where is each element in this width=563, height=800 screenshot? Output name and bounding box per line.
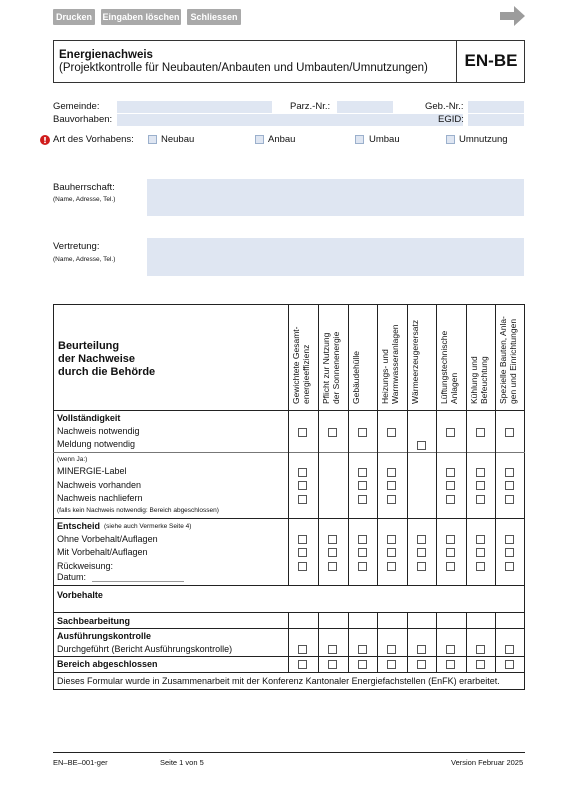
close-button[interactable]: Schliessen: [187, 9, 241, 25]
nachweis-notwendig-label: Nachweis notwendig: [57, 426, 140, 436]
nachweis-vorhanden-checkbox-lueftung[interactable]: [446, 481, 455, 490]
rueckweisung-checkbox-sonnenenergie[interactable]: [328, 562, 337, 571]
table-heading: Beurteilung der Nachweise durch die Behörde: [58, 340, 156, 378]
mit-vorbehalt-checkbox-spezielle-bauten[interactable]: [505, 548, 514, 557]
nachweis-nachliefern-label: Nachweis nachliefern: [57, 493, 143, 503]
durchgefuehrt-checkbox-lueftung[interactable]: [446, 645, 455, 654]
umbau-checkbox[interactable]: [355, 135, 364, 144]
parz-label: Parz.-Nr.:: [290, 101, 331, 112]
bauherrschaft-label: Bauherrschaft:: [53, 182, 115, 193]
wenn-ja-note: (wenn Ja:): [57, 456, 88, 463]
mit-vorbehalt-checkbox-sonnenenergie[interactable]: [328, 548, 337, 557]
geb-input[interactable]: [468, 101, 524, 113]
durchgefuehrt-checkbox-spezielle-bauten[interactable]: [505, 645, 514, 654]
durchgefuehrt-checkbox-waermeerzeugerersatz[interactable]: [417, 645, 426, 654]
enfk-note: Dieses Formular wurde in Zusammenarbeit mit der Konferenz Kantonaler Energiefachstellen (EnFK) erarbeitet.: [57, 676, 500, 686]
nachweis-vorhanden-checkbox-heizung-warmwasser[interactable]: [387, 481, 396, 490]
durchgefuehrt-label: Durchgeführt (Bericht Ausführungskontrolle): [57, 644, 233, 654]
column-header-waermeerzeugerersatz: Wärmeerzeugerersatz: [410, 319, 420, 404]
mit-vorbehalt-label: Mit Vorbehalt/Auflagen: [57, 547, 148, 557]
nachweis-vorhanden-checkbox-kuehlung[interactable]: [476, 481, 485, 490]
minergie-checkbox-gesamtenergieeffizienz[interactable]: [298, 468, 307, 477]
falls-kein-note: (falls kein Nachweis notwendig: Bereich abgeschlossen): [57, 507, 219, 514]
nachweis-vorhanden-checkbox-spezielle-bauten[interactable]: [505, 481, 514, 490]
durchgefuehrt-checkbox-gebaeudehuelle[interactable]: [358, 645, 367, 654]
nachweis-notwendig-checkbox-lueftung[interactable]: [446, 428, 455, 437]
rueckweisung-checkbox-kuehlung[interactable]: [476, 562, 485, 571]
durchgefuehrt-checkbox-gesamtenergieeffizienz[interactable]: [298, 645, 307, 654]
clear-inputs-button[interactable]: Eingaben löschen: [101, 9, 181, 25]
bauvorhaben-label: Bauvorhaben:: [53, 114, 113, 125]
bereich-abgeschlossen-checkbox-lueftung[interactable]: [446, 660, 455, 669]
geb-label: Geb.-Nr.:: [425, 101, 464, 112]
minergie-checkbox-kuehlung[interactable]: [476, 468, 485, 477]
form-code: EN-BE: [464, 51, 518, 70]
gemeinde-input[interactable]: [117, 101, 272, 113]
rueckweisung-checkbox-lueftung[interactable]: [446, 562, 455, 571]
bereich-abgeschlossen-checkbox-spezielle-bauten[interactable]: [505, 660, 514, 669]
nachweis-vorhanden-checkbox-gesamtenergieeffizienz[interactable]: [298, 481, 307, 490]
durchgefuehrt-checkbox-heizung-warmwasser[interactable]: [387, 645, 396, 654]
parz-input[interactable]: [337, 101, 393, 113]
anbau-label: Anbau: [268, 134, 296, 145]
mit-vorbehalt-checkbox-waermeerzeugerersatz[interactable]: [417, 548, 426, 557]
neubau-checkbox[interactable]: [148, 135, 157, 144]
ohne-vorbehalt-checkbox-gesamtenergieeffizienz[interactable]: [298, 535, 307, 544]
art-label: Art des Vorhabens:: [53, 134, 134, 145]
entscheid-note: (siehe auch Vermerke Seite 4): [104, 523, 192, 530]
rueckweisung-checkbox-heizung-warmwasser[interactable]: [387, 562, 396, 571]
nachweis-notwendig-checkbox-spezielle-bauten[interactable]: [505, 428, 514, 437]
durchgefuehrt-checkbox-sonnenenergie[interactable]: [328, 645, 337, 654]
ohne-vorbehalt-label: Ohne Vorbehalt/Auflagen: [57, 534, 158, 544]
column-header-kuehlung: Kühlung und Befeuchtung: [469, 356, 489, 404]
minergie-checkbox-gebaeudehuelle[interactable]: [358, 468, 367, 477]
gemeinde-label: Gemeinde:: [53, 101, 100, 112]
column-header-gebaeudehuelle: Gebäudehülle: [351, 351, 361, 404]
ohne-vorbehalt-checkbox-waermeerzeugerersatz[interactable]: [417, 535, 426, 544]
umnutzung-label: Umnutzung: [459, 134, 508, 145]
vollstaendigkeit-heading: Vollständigkeit: [57, 413, 121, 423]
meldung-notwendig-label: Meldung notwendig: [57, 439, 136, 449]
ohne-vorbehalt-checkbox-sonnenenergie[interactable]: [328, 535, 337, 544]
vorbehalte-label: Vorbehalte: [57, 590, 103, 600]
rueckweisung-checkbox-waermeerzeugerersatz[interactable]: [417, 562, 426, 571]
minergie-checkbox-lueftung[interactable]: [446, 468, 455, 477]
bauherrschaft-input[interactable]: [147, 179, 524, 216]
column-header-gesamtenergieeffizienz: Gewichtete Gesamt- energieeffizienz: [291, 326, 311, 404]
footer-version: Version Februar 2025: [451, 758, 524, 767]
print-button[interactable]: Drucken: [53, 9, 95, 25]
nachweis-nachliefern-checkbox-heizung-warmwasser[interactable]: [387, 495, 396, 504]
footer-page: Seite 1 von 5: [160, 758, 204, 767]
anbau-checkbox[interactable]: [255, 135, 264, 144]
ohne-vorbehalt-checkbox-spezielle-bauten[interactable]: [505, 535, 514, 544]
column-header-sonnenenergie: Pflicht zur Nutzung der Sonnenenergie: [321, 331, 341, 404]
bereich-abgeschlossen-checkbox-sonnenenergie[interactable]: [328, 660, 337, 669]
egid-label: EGID:: [438, 114, 464, 125]
column-header-heizung-warmwasser: Heizungs- und Warmwasseranlagen: [380, 324, 400, 404]
mit-vorbehalt-checkbox-gesamtenergieeffizienz[interactable]: [298, 548, 307, 557]
ohne-vorbehalt-checkbox-gebaeudehuelle[interactable]: [358, 535, 367, 544]
mit-vorbehalt-checkbox-lueftung[interactable]: [446, 548, 455, 557]
bereich-abgeschlossen-checkbox-heizung-warmwasser[interactable]: [387, 660, 396, 669]
footer-code: EN–BE–001-ger: [53, 758, 108, 767]
datum-input[interactable]: [92, 581, 184, 582]
nachweis-notwendig-checkbox-heizung-warmwasser[interactable]: [387, 428, 396, 437]
nachweis-notwendig-checkbox-sonnenenergie[interactable]: [328, 428, 337, 437]
nachweis-nachliefern-checkbox-lueftung[interactable]: [446, 495, 455, 504]
rueckweisung-checkbox-spezielle-bauten[interactable]: [505, 562, 514, 571]
nachweis-vorhanden-checkbox-gebaeudehuelle[interactable]: [358, 481, 367, 490]
minergie-checkbox-heizung-warmwasser[interactable]: [387, 468, 396, 477]
bauvorhaben-input[interactable]: [117, 114, 463, 126]
form-title: Energienachweis: [59, 49, 153, 61]
next-page-arrow-icon[interactable]: [500, 6, 526, 26]
ohne-vorbehalt-checkbox-lueftung[interactable]: [446, 535, 455, 544]
ohne-vorbehalt-checkbox-heizung-warmwasser[interactable]: [387, 535, 396, 544]
rueckweisung-checkbox-gebaeudehuelle[interactable]: [358, 562, 367, 571]
neubau-label: Neubau: [161, 134, 195, 145]
ohne-vorbehalt-checkbox-kuehlung[interactable]: [476, 535, 485, 544]
nachweis-nachliefern-checkbox-gebaeudehuelle[interactable]: [358, 495, 367, 504]
nachweis-notwendig-checkbox-gesamtenergieeffizienz[interactable]: [298, 428, 307, 437]
egid-input[interactable]: [468, 114, 524, 126]
column-header-spezielle-bauten: Spezielle Bauten, Anla- gen und Einrichtungen: [498, 316, 518, 404]
column-header-lueftung: Lüftungstechnische Anlagen: [439, 330, 459, 404]
umbau-label: Umbau: [369, 134, 400, 145]
vertretung-input[interactable]: [147, 238, 524, 276]
bereich-abgeschlossen-checkbox-gesamtenergieeffizienz[interactable]: [298, 660, 307, 669]
nachweis-nachliefern-checkbox-spezielle-bauten[interactable]: [505, 495, 514, 504]
meldung-notwendig-checkbox-waermeerzeugerersatz[interactable]: [417, 441, 426, 450]
form-subtitle: (Projektkontrolle für Neubauten/Anbauten und Umbauten/Umnutzungen): [59, 62, 428, 74]
bereich-abgeschlossen-checkbox-waermeerzeugerersatz[interactable]: [417, 660, 426, 669]
sachbearbeitung-label: Sachbearbeitung: [57, 616, 131, 626]
durchgefuehrt-checkbox-kuehlung[interactable]: [476, 645, 485, 654]
nachweis-nachliefern-checkbox-gesamtenergieeffizienz[interactable]: [298, 495, 307, 504]
bereich-abgeschlossen-checkbox-kuehlung[interactable]: [476, 660, 485, 669]
rueckweisung-label: Rückweisung:: [57, 561, 114, 571]
nachweis-vorhanden-label: Nachweis vorhanden: [57, 480, 142, 490]
mit-vorbehalt-checkbox-kuehlung[interactable]: [476, 548, 485, 557]
nachweis-notwendig-checkbox-kuehlung[interactable]: [476, 428, 485, 437]
nachweis-nachliefern-checkbox-kuehlung[interactable]: [476, 495, 485, 504]
datum-label: Datum:: [57, 572, 87, 582]
vertretung-label: Vertretung:: [53, 241, 100, 252]
ausfuehrungskontrolle-heading: Ausführungskontrolle: [57, 631, 151, 641]
vertretung-hint: (Name, Adresse, Tel.): [53, 256, 116, 263]
nachweis-notwendig-checkbox-gebaeudehuelle[interactable]: [358, 428, 367, 437]
minergie-checkbox-spezielle-bauten[interactable]: [505, 468, 514, 477]
umnutzung-checkbox[interactable]: [446, 135, 455, 144]
required-info-icon: [40, 135, 50, 145]
mit-vorbehalt-checkbox-heizung-warmwasser[interactable]: [387, 548, 396, 557]
rueckweisung-checkbox-gesamtenergieeffizienz[interactable]: [298, 562, 307, 571]
bereich-abgeschlossen-label: Bereich abgeschlossen: [57, 659, 158, 669]
entscheid-heading: Entscheid: [57, 521, 101, 531]
bereich-abgeschlossen-checkbox-gebaeudehuelle[interactable]: [358, 660, 367, 669]
mit-vorbehalt-checkbox-gebaeudehuelle[interactable]: [358, 548, 367, 557]
minergie-label: MINERGIE-Label: [57, 466, 127, 476]
bauherrschaft-hint: (Name, Adresse, Tel.): [53, 196, 116, 203]
